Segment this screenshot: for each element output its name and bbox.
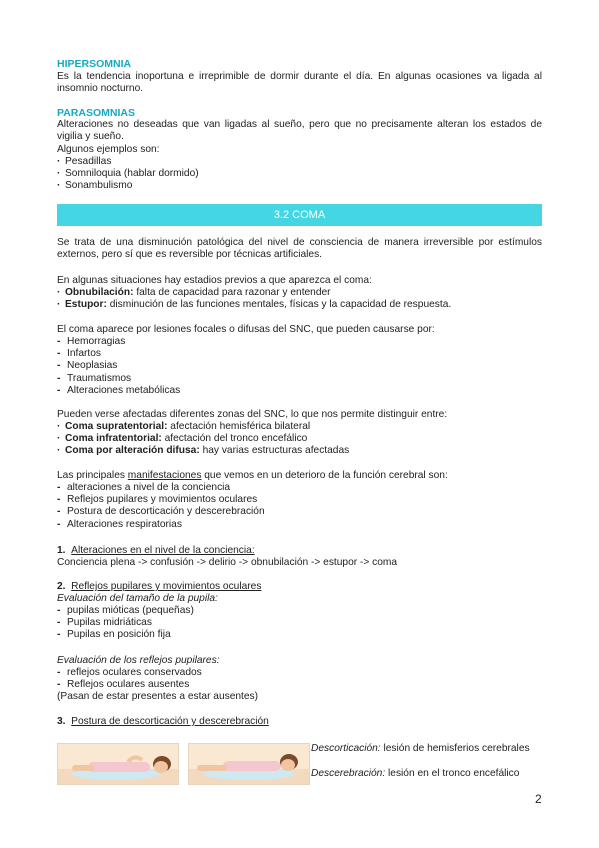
list-item: - reflejos oculares conservados	[57, 667, 202, 679]
section-banner: 3.2 COMA	[57, 204, 542, 226]
coma-zones-intro: Pueden verse afectadas diferentes zonas del SNC, lo que nos permite distinguir entre:	[57, 409, 448, 420]
list-item: - Hemorragias	[57, 336, 180, 348]
decerebration-illustration	[188, 743, 310, 785]
list-item: · Estupor: disminución de las funciones mentales, físicas y la capacidad de respuesta.	[57, 299, 451, 311]
subsection-1-heading: 1. Alteraciones en el nivel de la conciencia:	[57, 545, 255, 556]
parasomnias-examples-list	[57, 156, 199, 193]
list-item: · Coma infratentorial: afectación del tronco encefálico	[57, 433, 349, 445]
list-item: - pupilas mióticas (pequeñas)	[57, 605, 194, 617]
list-item: · Sonambulismo	[57, 180, 199, 192]
pupil-reflex-note: (Pasan de estar presentes a estar ausentes)	[57, 691, 259, 702]
list-item: · Pesadillas	[57, 156, 199, 168]
parasomnias-title: PARASOMNIAS	[57, 107, 135, 119]
hipersomnia-title: HIPERSOMNIA	[57, 58, 132, 70]
list-item: - Reflejos oculares ausentes	[57, 679, 202, 691]
list-item: · Obnubilación: falta de capacidad para razonar y entender	[57, 287, 451, 299]
decortication-description: Descorticación: lesión de hemisferios cerebrales	[311, 743, 530, 754]
coma-zones-list	[57, 421, 349, 458]
list-item: - Infartos	[57, 348, 180, 360]
list-item: · Coma supratentorial: afectación hemisférica bilateral	[57, 421, 349, 433]
parasomnias-examples-intro: Algunos ejemplos son:	[57, 144, 160, 155]
page-number: 2	[535, 792, 542, 806]
decortication-illustration	[57, 743, 179, 785]
pupil-size-eval-label: Evaluación del tamaño de la pupila:	[57, 593, 218, 604]
list-item: - Neoplasias	[57, 360, 180, 372]
list-item: - Pupilas en posición fija	[57, 629, 194, 641]
list-item: - Postura de descorticación y descerebración	[57, 506, 265, 518]
list-item: - Alteraciones metabólicas	[57, 385, 180, 397]
subsection-2-heading: 2. Reflejos pupilares y movimientos oculares	[57, 581, 262, 592]
coma-intro: Se trata de una disminución patológica del nivel de consciencia de manera irreversible por estímulos externos, pero sí que es reversible por técnicas artificiales.	[57, 237, 542, 261]
list-item: - Reflejos pupilares y movimientos oculares	[57, 494, 265, 506]
parasomnias-text: Alteraciones no deseadas que van ligadas al sueño, pero que no precisamente alteran los estados de vigilia y sueño.	[57, 119, 542, 143]
list-item: - alteraciones a nivel de la conciencia	[57, 482, 265, 494]
pupil-reflex-eval-label: Evaluación de los reflejos pupilares:	[57, 655, 220, 666]
coma-manifestations-intro: Las principales manifestaciones que vemos en un deterioro de la función cerebral son:	[57, 470, 448, 481]
coma-previous-intro: En algunas situaciones hay estadios previos a que aparezca el coma:	[57, 275, 372, 286]
coma-causes-intro: El coma aparece por lesiones focales o difusas del SNC, que pueden causarse por:	[57, 324, 435, 335]
decerebration-description: Descerebración: lesión en el tronco encefálico	[311, 768, 520, 779]
subsection-3-heading: 3. Postura de descorticación y descerebración	[57, 716, 269, 727]
list-item: · Somniloquia (hablar dormido)	[57, 168, 199, 180]
hipersomnia-text: Es la tendencia inoportuna e irreprimible de dormir durante el día. En algunas ocasiones va ligada al insomnio nocturno.	[57, 71, 542, 95]
subsection-1-text: Conciencia plena -> confusión -> delirio -> obnubilación -> estupor -> coma	[57, 557, 398, 568]
list-item: - Traumatismos	[57, 373, 180, 385]
pupil-size-list	[57, 605, 194, 642]
list-item: - Alteraciones respiratorias	[57, 519, 265, 531]
coma-previous-list	[57, 287, 451, 311]
coma-manifestations-list	[57, 482, 265, 531]
list-item: · Coma por alteración difusa: hay varias estructuras afectadas	[57, 445, 349, 457]
coma-causes-list	[57, 336, 180, 397]
list-item: - Pupilas midriáticas	[57, 617, 194, 629]
pupil-reflex-list	[57, 667, 202, 691]
